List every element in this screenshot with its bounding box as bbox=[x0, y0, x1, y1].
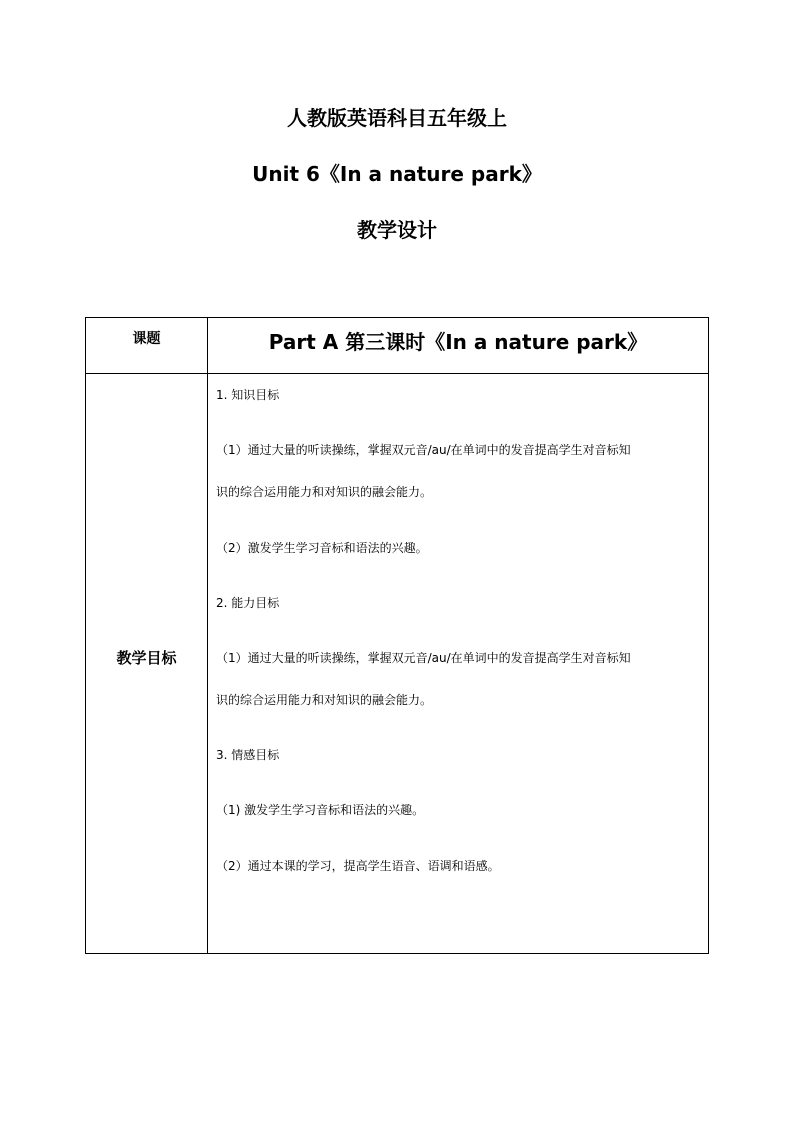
objective-item: （2）激发学生学习音标和语法的兴趣。 bbox=[216, 541, 428, 555]
table-column-divider bbox=[207, 318, 208, 953]
objective-item: （2）通过本课的学习，提高学生语音、语调和语感。 bbox=[216, 859, 500, 873]
objective-item: （1）通过大量的听读操练，掌握双元音/au/在单词中的发音提高学生对音标知 bbox=[216, 651, 631, 665]
objectives-label: 教学目标 bbox=[116, 649, 177, 667]
lesson-table bbox=[85, 317, 709, 954]
table-row-divider bbox=[86, 373, 708, 374]
objective-item-continued: 识的综合运用能力和对知识的融会能力。 bbox=[216, 693, 433, 707]
topic-value: Part A 第三课时《In a nature park》 bbox=[268, 330, 648, 354]
objective-heading-emotion: 3. 情感目标 bbox=[216, 748, 280, 762]
objective-item: （1）通过大量的听读操练，掌握双元音/au/在单词中的发音提高学生对音标知 bbox=[216, 443, 631, 457]
objective-item-continued: 识的综合运用能力和对知识的融会能力。 bbox=[216, 485, 433, 499]
objective-heading-ability: 2. 能力目标 bbox=[216, 596, 280, 610]
objective-item: （1) 激发学生学习音标和语法的兴趣。 bbox=[216, 803, 425, 817]
objective-heading-knowledge: 1. 知识目标 bbox=[216, 388, 280, 402]
document-subtitle: 教学设计 bbox=[357, 218, 437, 242]
document-title: 人教版英语科目五年级上 bbox=[287, 106, 507, 130]
topic-label: 课题 bbox=[132, 331, 161, 347]
unit-title: Unit 6《In a nature park》 bbox=[252, 162, 542, 186]
